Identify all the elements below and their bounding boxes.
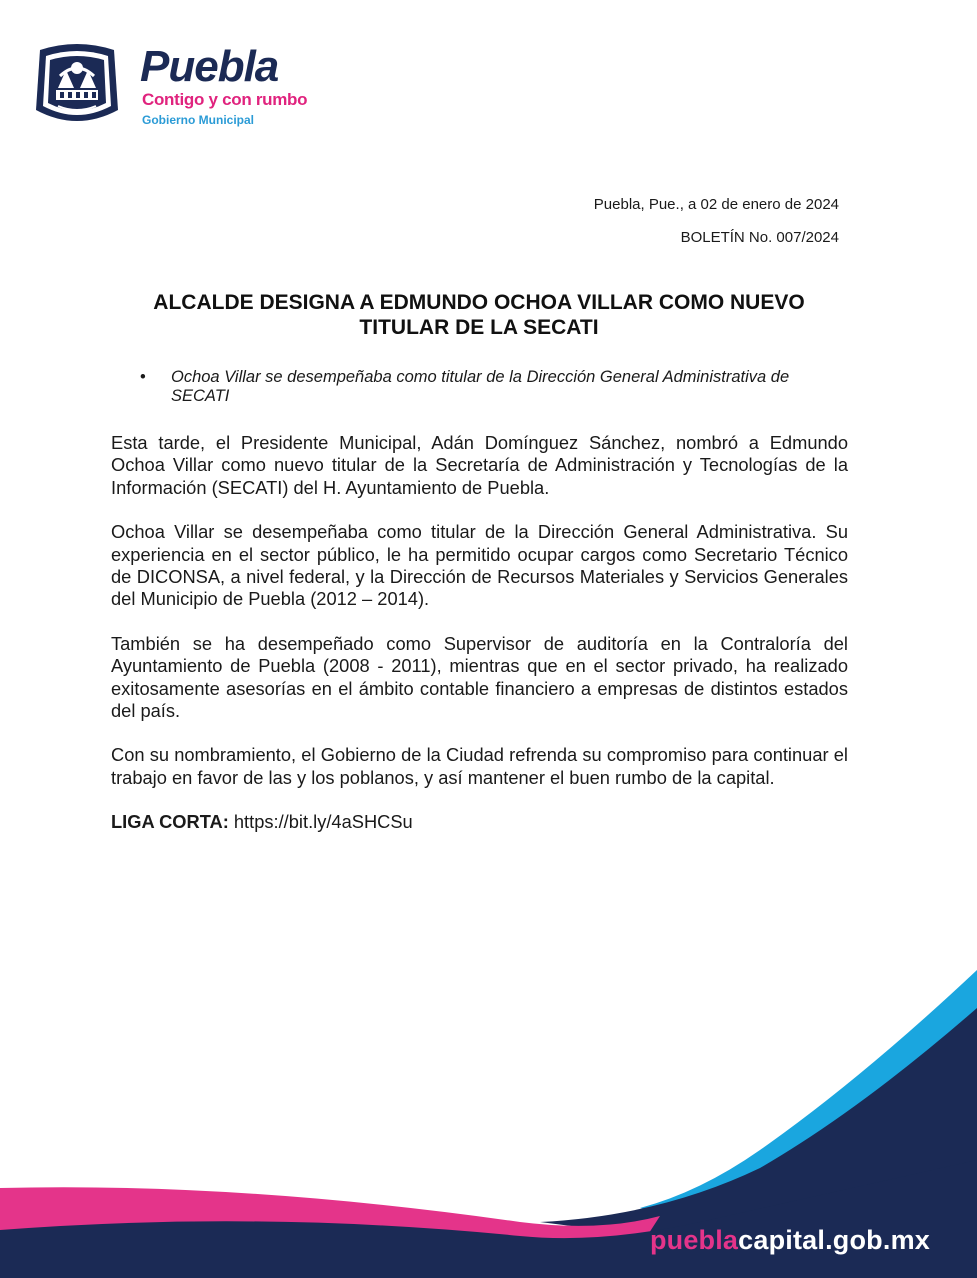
- paragraph-1: Esta tarde, el Presidente Municipal, Adán Domínguez Sánchez, nombró a Edmundo Ochoa Villar como nuevo titular de la Secretaría de Administración y Tecnologías de la Información (SECATI) del H. Ayuntamiento de Puebla.: [111, 432, 848, 498]
- headline-line-1: ALCALDE DESIGNA A EDMUNDO OCHOA VILLAR COMO NUEVO: [153, 291, 805, 314]
- short-link-label: LIGA CORTA:: [111, 811, 229, 833]
- article-body: [111, 432, 848, 856]
- brand-slogan: Contigo y con rumbo: [142, 90, 308, 109]
- city-shield-icon: [34, 40, 120, 128]
- bullet-dot-icon: •: [140, 368, 146, 386]
- brand-subtitle: Gobierno Municipal: [142, 113, 255, 127]
- footer-url-part-1: puebla: [649, 1225, 739, 1255]
- paragraph-4: Con su nombramiento, el Gobierno de la Ciudad refrenda su compromiso para continuar el trabajo en favor de las y los poblanos, y así mantener el buen rumbo de la capital.: [111, 744, 848, 788]
- summary-bullets: [140, 368, 852, 406]
- summary-bullet-text: Ochoa Villar se desempeñaba como titular de la Dirección General Administrativa de SECATI: [171, 368, 790, 405]
- footer-website[interactable]: [650, 1224, 930, 1256]
- brand-name: Puebla: [140, 42, 279, 91]
- bulletin-number: BOLETÍN No. 007/2024: [680, 229, 839, 246]
- paragraph-3: También se ha desempeñado como Supervisor de auditoría en la Contraloría del Ayuntamiento de Puebla (2008 - 2011), mientras que en el sector privado, ha realizado exitosamente asesorías en el ámbito contable financiero a empresas de distintos estados del país.: [111, 632, 848, 722]
- footer-url-part-2: capital.gob.mx: [738, 1225, 930, 1255]
- puebla-logo: [34, 40, 334, 132]
- summary-bullet: [140, 368, 852, 406]
- short-link-url[interactable]: https://bit.ly/4aSHCSu: [233, 811, 413, 833]
- headline-line-2: TITULAR DE LA SECATI: [359, 316, 599, 339]
- date-line: Puebla, Pue., a 02 de enero de 2024: [593, 196, 839, 213]
- short-link-line: [111, 811, 848, 833]
- headline: [110, 290, 848, 340]
- paragraph-2: Ochoa Villar se desempeñaba como titular de la Dirección General Administrativa. Su experiencia en el sector público, le ha permitido ocupar cargos como Secretario Técnico de DICONSA, a nivel federal, y la Dirección de Recursos Materiales y Servicios Generales del Municipio de Puebla (2012 – 2014).: [111, 521, 848, 610]
